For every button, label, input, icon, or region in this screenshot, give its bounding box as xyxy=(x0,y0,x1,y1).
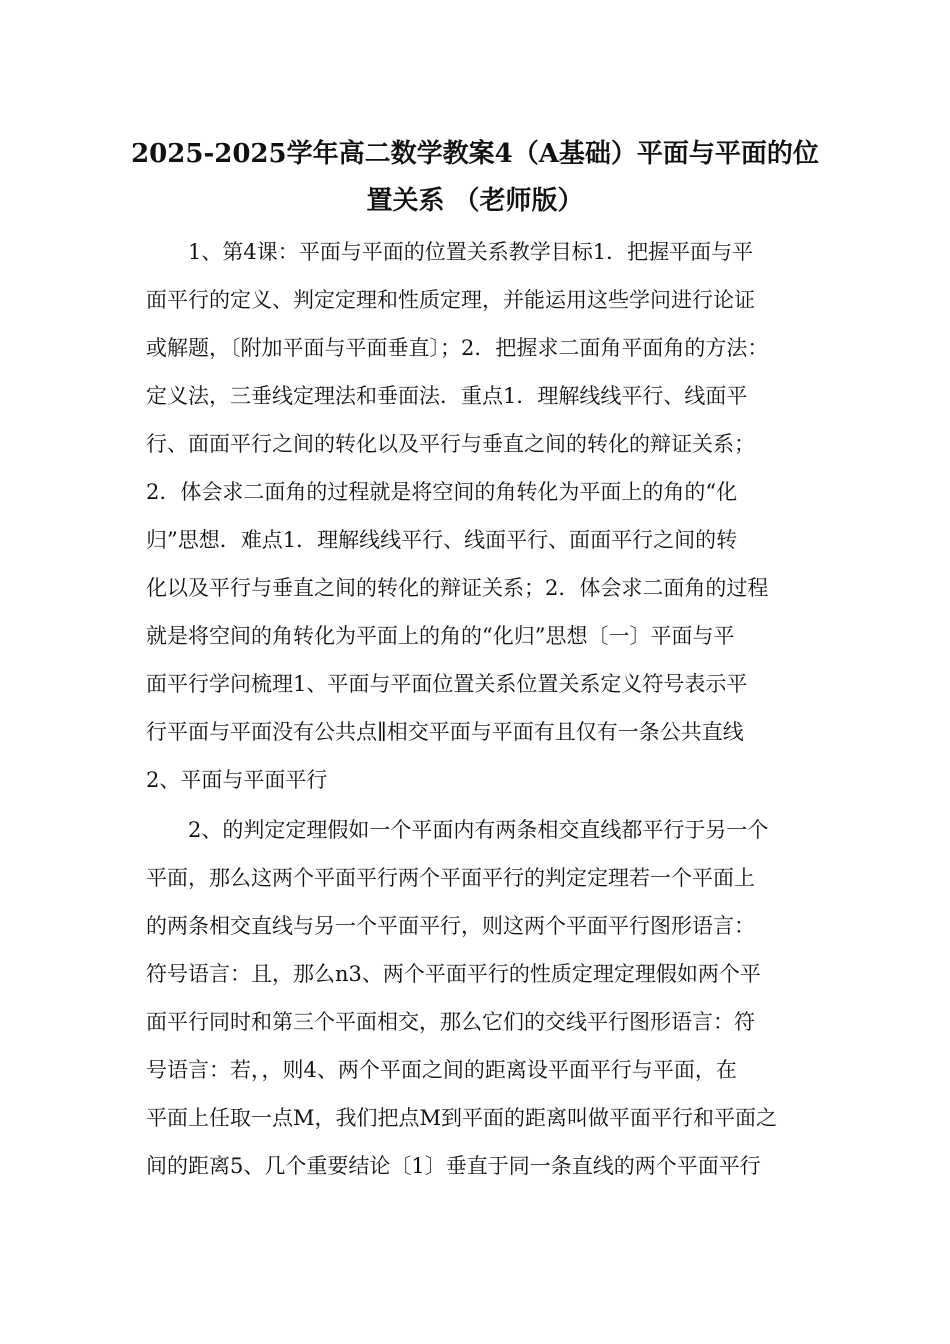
paragraph-1-line-7: 归”思想．难点1．理解线线平行、线面平行、面面平行之间的转 xyxy=(146,528,738,552)
paragraph-2-line-7: 平面上任取一点M，我们把点M到平面的距离叫做平面平行和平面之 xyxy=(146,1106,778,1130)
paragraph-1-line-6: 2．体会求二面角的过程就是将空间的角转化为平面上的角的“化 xyxy=(146,480,738,504)
paragraph-1-line-10: 面平行学问梳理1、平面与平面位置关系位置关系定义符号表示平 xyxy=(146,672,748,696)
paragraph-1-line-1: 1、第4课：平面与平面的位置关系教学目标1．把握平面与平 xyxy=(188,240,754,264)
paragraph-2-line-4: 符号语言：且，那么n3、两个平面平行的性质定理定理假如两个平 xyxy=(146,962,761,986)
paragraph-2-line-6: 号语言：若，，则4、两个平面之间的距离设平面平行与平面，在 xyxy=(146,1058,737,1082)
paragraph-1-line-3: 或解题，〔附加平面与平面垂直〕；2．把握求二面角平面角的方法： xyxy=(146,336,769,360)
paragraph-2-line-2: 平面，那么这两个平面平行两个平面平行的判定定理若一个平面上 xyxy=(146,866,755,890)
paragraph-2-line-5: 面平行同时和第三个平面相交，那么它们的交线平行图形语言：符 xyxy=(146,1010,755,1034)
document-title-line-2: 置关系 （老师版） xyxy=(366,186,584,216)
document-title-line-1: 2025-2025学年高二数学教案4（A基础）平面与平面的位 xyxy=(131,139,819,169)
paragraph-1-line-12: 2、平面与平面平行 xyxy=(146,768,328,792)
paragraph-1-line-8: 化以及平行与垂直之间的转化的辩证关系；2．体会求二面角的过程 xyxy=(146,576,769,600)
paragraph-1-line-9: 就是将空间的角转化为平面上的角的“化归”思想〔一〕平面与平 xyxy=(146,624,735,648)
paragraph-2-line-8: 间的距离5、几个重要结论〔1〕垂直于同一条直线的两个平面平行 xyxy=(146,1154,761,1178)
paragraph-1-line-5: 行、面面平行之间的转化以及平行与垂直之间的转化的辩证关系； xyxy=(146,432,755,456)
paragraph-2-line-1: 2、的判定定理假如一个平面内有两条相交直线都平行于另一个 xyxy=(188,818,769,842)
paragraph-2-line-3: 的两条相交直线与另一个平面平行，则这两个平面平行图形语言： xyxy=(146,914,755,938)
paragraph-1-line-4: 定义法，三垂线定理法和垂面法．重点1．理解线线平行、线面平 xyxy=(146,384,748,408)
paragraph-1-line-11: 行平面与平面没有公共点∥相交平面与平面有且仅有一条公共直线 xyxy=(146,720,744,744)
paragraph-1-line-2: 面平行的定义、判定定理和性质定理，并能运用这些学问进行论证 xyxy=(146,288,755,312)
